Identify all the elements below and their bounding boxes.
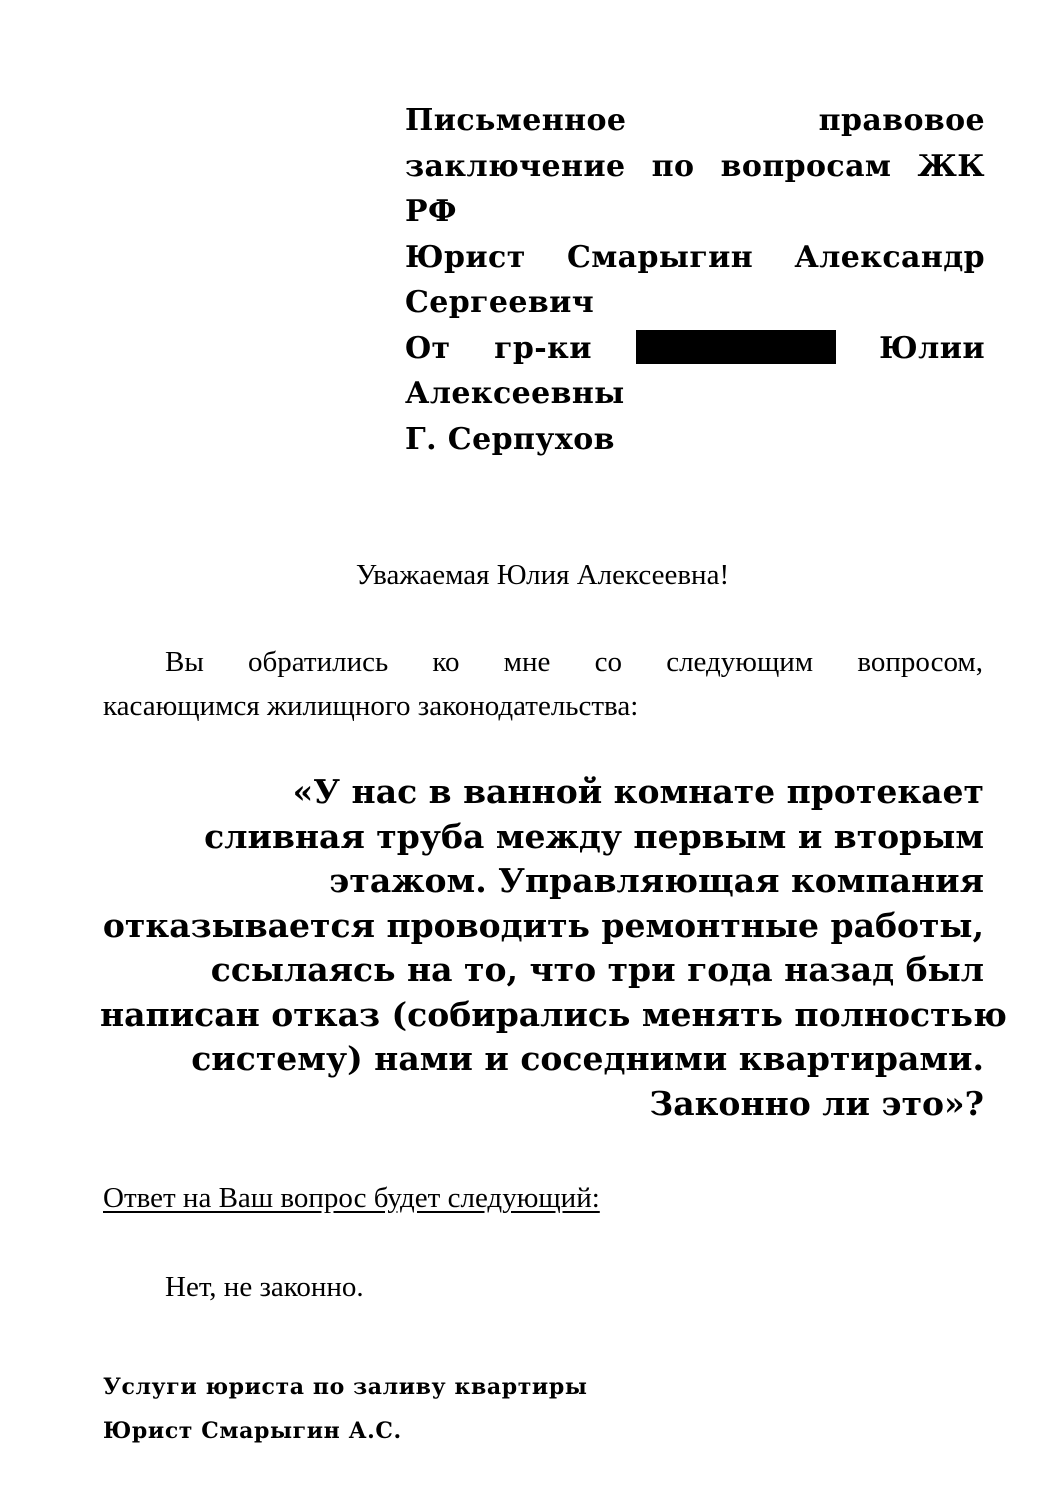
header-title-line-2: заключение по вопросам ЖК — [405, 148, 985, 184]
intro-line-2: касающимся жилищного законодательства: — [103, 690, 639, 722]
footer-signature: Юрист Смарыгин А.С. — [103, 1418, 402, 1444]
header-lawyer-line-2: Сергеевич — [405, 285, 595, 320]
header-client-prefix: От гр-ки — [405, 330, 592, 366]
question-line: этажом. Управляющая компания — [329, 861, 984, 900]
redaction-bar — [636, 330, 836, 364]
question-line: ссылаясь на то, что три года назад был — [210, 950, 984, 989]
footer-service-line: Услуги юриста по заливу квартиры — [103, 1374, 588, 1400]
header-client-line-2: Алексеевны — [405, 376, 625, 411]
greeting: Уважаемая Юлия Алексеевна! — [355, 559, 730, 591]
question-quote — [100, 770, 1007, 1126]
header-word-written: Письменное — [405, 103, 627, 138]
document-header — [405, 98, 985, 462]
intro-paragraph — [103, 640, 983, 728]
question-line: Законно ли это»? — [649, 1083, 984, 1123]
header-client-first-name: Юлии — [879, 330, 985, 366]
header-lawyer-line-1: Юрист Смарыгин Александр — [405, 239, 985, 275]
header-client-line-1 — [405, 326, 985, 372]
header-city: Г. Серпухов — [405, 421, 615, 457]
question-line: сливная труба между первым и вторым — [204, 816, 984, 856]
header-title-line-1 — [405, 98, 985, 144]
question-line: «У нас в ванной комнате протекает — [292, 772, 984, 811]
answer-heading: Ответ на Ваш вопрос будет следующий: — [103, 1182, 600, 1214]
intro-line-1: Вы обратились ко мне со следующим вопросом, — [165, 646, 983, 678]
question-line: отказывается проводить ремонтные работы, — [102, 905, 984, 945]
question-line: систему) нами и соседними квартирами. — [191, 1039, 984, 1078]
header-word-legal: правовое — [818, 103, 985, 138]
answer-text: Нет, не законно. — [165, 1271, 364, 1303]
document-footer — [103, 1365, 588, 1453]
header-title-line-3: РФ — [405, 194, 457, 229]
question-line: написан отказ (собирались менять полностью — [100, 994, 1007, 1034]
